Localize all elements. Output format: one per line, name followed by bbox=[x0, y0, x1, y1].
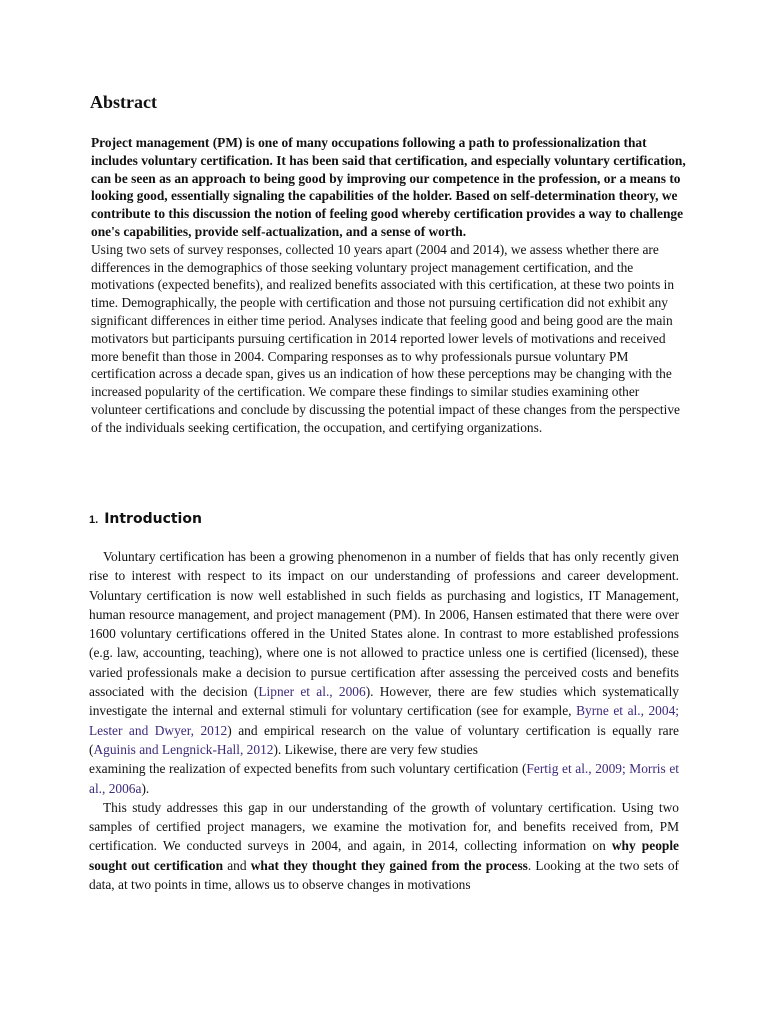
paragraph-text: ). However, there are few studies which systematically investigate the internal and external stimuli for voluntary certification (see for example, bbox=[89, 684, 679, 719]
emphasis-text: why people sought out certification bbox=[89, 838, 679, 873]
section-number: 1. bbox=[89, 514, 99, 526]
abstract-body bbox=[91, 134, 691, 437]
paragraph-text: ). bbox=[141, 780, 150, 796]
abstract-heading: Abstract bbox=[90, 92, 157, 112]
introduction-heading bbox=[89, 511, 202, 527]
paragraph-text: This study addresses this gap in our understanding of the growth of voluntary certification. Using two samples of certified project managers, we examine the motivation for, and benefits received from, PM certification. We conducted surveys in 2004, and again, in 2014, collecting information on bbox=[89, 799, 679, 854]
paragraph-text: Voluntary certification has been a growing phenomenon in a number of fields that has only recently given rise to interest with respect to its impact on our understanding of professions and career development. Voluntary certification is now well established in such fields as purchasing and logistics, IT Management, human resource management, and project management (PM). In 2006, Hansen estimated that there were over 1600 voluntary certifications offered in the United States alone. In contrast to more established professions (e.g. law, accounting, teaching), where one is not allowed to practice unless one is certified (licensed), these varied professionals make a decision to pursue certification after assessing the perceived costs and benefits associated with the decision ( bbox=[89, 549, 679, 700]
paragraph-text: ). Likewise, there are very few studies bbox=[273, 741, 478, 757]
intro-paragraph-1-continued bbox=[89, 759, 679, 798]
paragraph-text: examining the realization of expected benefits from such voluntary certification ( bbox=[89, 761, 527, 777]
citation-link[interactable]: Fertig et al., 2009; Morris et al., 2006a bbox=[89, 761, 679, 796]
intro-paragraph-1 bbox=[89, 547, 679, 759]
introduction-body bbox=[89, 547, 679, 894]
abstract-text: Using two sets of survey responses, collected 10 years apart (2004 and 2014), we assess whether there are differences in the demographics of those seeking voluntary project management certification, and the motivations (expected benefits), and realized benefits associated with this certification, at these two points in time. Demographically, the people with certification and those not pursuing certification did not exhibit any significant differences in either time period. Analyses indicate that feeling good and being good are the main motivators but participants pursuing certification in 2014 reported lower levels of motivations and received more benefit than those in 2004. Comparing responses as to why professionals pursue voluntary PM certification across a decade span, gives us an indication of how these perceptions may be changing with the increased popularity of the certification. We compare these findings to similar studies examining other volunteer certifications and conclude by discussing the potential impact of these changes from the perspective of the individuals seeking certification, the occupation, and certifying organizations. bbox=[91, 241, 680, 435]
paragraph-text: ) and empirical research on the value of voluntary certification is equally rare ( bbox=[89, 722, 679, 757]
citation-link[interactable]: Byrne et al., 2004; Lester and Dwyer, 2012 bbox=[89, 703, 679, 738]
paragraph-text: . Looking at the two sets of data, at two points in time, allows us to observe changes in motivations bbox=[89, 857, 679, 893]
intro-paragraph-2 bbox=[89, 798, 679, 894]
emphasis-text: what they thought they gained from the process bbox=[250, 857, 528, 873]
abstract-bold-text: Project management (PM) is one of many occupations following a path to professionalization that includes voluntary certification. It has been said that certification, and especially voluntary certification, can be seen as an approach to being good by improving our competence in the profession, or a means to looking good, essentially signaling the capabilities of the holder. Based on self-determination theory, we contribute to this discussion the notion of feeling good whereby certification provides a way to challenge one's capabilities, provide self-actualization, and a sense of worth. bbox=[91, 135, 686, 239]
citation-link[interactable]: Aguinis and Lengnick-Hall, 2012 bbox=[93, 741, 274, 757]
section-title: Introduction bbox=[104, 511, 202, 527]
paragraph-text: and bbox=[223, 857, 251, 873]
citation-link[interactable]: Lipner et al., 2006 bbox=[258, 684, 366, 700]
